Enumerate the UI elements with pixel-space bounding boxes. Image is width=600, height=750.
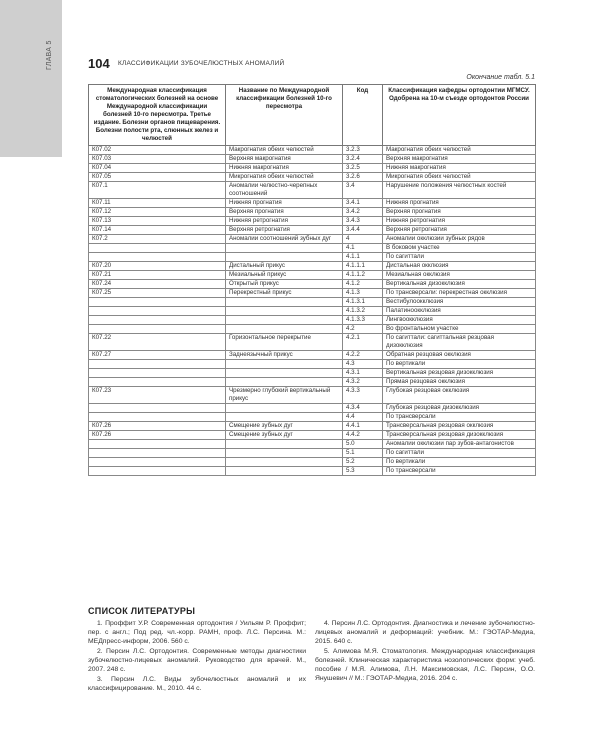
- cell-icd-code: К07.22: [89, 334, 226, 351]
- table-row: [89, 422, 536, 431]
- cell-classification: Во фронтальном участке: [383, 325, 536, 334]
- reference-item: 3. Персин Л.С. Виды зубочелюстных аномалий и их классифицирование. М., 2010. 44 с.: [88, 676, 306, 692]
- cell-icd-name: Микрогнатия обеих челюстей: [226, 173, 343, 182]
- cell-icd-code: [89, 369, 226, 378]
- cell-code: 4.2: [343, 325, 383, 334]
- cell-icd-code: К07.25: [89, 289, 226, 298]
- table-row: [89, 316, 536, 325]
- cell-icd-code: К07.20: [89, 262, 226, 271]
- table-row: [89, 208, 536, 217]
- cell-code: 4.1.3.1: [343, 298, 383, 307]
- cell-classification: По трансверсали: [383, 467, 536, 476]
- cell-icd-name: Нижняя ретрогнатия: [226, 217, 343, 226]
- cell-code: 3.2.6: [343, 173, 383, 182]
- table-row: [89, 217, 536, 226]
- cell-icd-name: Аномалии соотношений зубных дуг: [226, 235, 343, 244]
- reference-item: 4. Персин Л.С. Ортодонтия. Диагностика и лечение зубочелюстно-лицевых аномалий и деформаций: учебник. М.: ГЭОТАР-Медиа, 2015. 640 с.: [315, 620, 535, 645]
- cell-icd-name: [226, 458, 343, 467]
- cell-code: 5.3: [343, 467, 383, 476]
- cell-icd-code: К07.24: [89, 280, 226, 289]
- table-row: [89, 378, 536, 387]
- page-number: 104: [88, 56, 110, 71]
- cell-icd-name: [226, 307, 343, 316]
- cell-code: 4.1.3.3: [343, 316, 383, 325]
- cell-classification: Палатиноокклюзия: [383, 307, 536, 316]
- table-row: [89, 146, 536, 155]
- cell-icd-code: К07.12: [89, 208, 226, 217]
- cell-icd-code: К07.21: [89, 271, 226, 280]
- cell-icd-name: Мезиальный прикус: [226, 271, 343, 280]
- cell-code: 3.4.3: [343, 217, 383, 226]
- cell-icd-name: Верхняя ретрогнатия: [226, 226, 343, 235]
- cell-icd-name: Смещение зубных дуг: [226, 422, 343, 431]
- cell-code: 3.4: [343, 182, 383, 199]
- table-row: [89, 360, 536, 369]
- cell-classification: По вертикали: [383, 360, 536, 369]
- cell-code: 4.1.1: [343, 253, 383, 262]
- cell-icd-code: К07.05: [89, 173, 226, 182]
- cell-icd-code: [89, 298, 226, 307]
- cell-icd-code: К07.04: [89, 164, 226, 173]
- cell-code: 5.1: [343, 449, 383, 458]
- cell-icd-name: [226, 325, 343, 334]
- table-row: [89, 244, 536, 253]
- cell-classification: Верхняя макрогнатия: [383, 155, 536, 164]
- cell-classification: Аномалии окклюзии зубных рядов: [383, 235, 536, 244]
- references-column-right: [315, 619, 535, 684]
- cell-icd-code: К07.26: [89, 422, 226, 431]
- cell-icd-code: К07.26: [89, 431, 226, 440]
- cell-icd-code: [89, 404, 226, 413]
- cell-classification: В боковом участке: [383, 244, 536, 253]
- cell-code: 4.1.2: [343, 280, 383, 289]
- table-row: [89, 307, 536, 316]
- cell-icd-code: К07.11: [89, 199, 226, 208]
- cell-classification: Глубокая резцовая дизокклюзия: [383, 404, 536, 413]
- cell-classification: Трансверсальная резцовая окклюзия: [383, 422, 536, 431]
- cell-code: 4.2.2: [343, 351, 383, 360]
- references-title: СПИСОК ЛИТЕРАТУРЫ: [88, 606, 196, 616]
- table-row: [89, 413, 536, 422]
- cell-classification: Лингвоокклюзия: [383, 316, 536, 325]
- cell-code: 4.3.4: [343, 404, 383, 413]
- table-row: [89, 280, 536, 289]
- references-column-left: [88, 619, 306, 694]
- cell-icd-name: [226, 360, 343, 369]
- cell-icd-name: Горизонтальное перекрытие: [226, 334, 343, 351]
- cell-code: 4.3.2: [343, 378, 383, 387]
- cell-code: 4.4: [343, 413, 383, 422]
- reference-item: 5. Алимова М.Я. Стоматология. Международная классификация болезней. Клиническая характеристика нозологических форм: учеб. пособие / М.Я. Алимова, Л.Н. Максимовская, Л.С. Персин, О.О. Янушевич // М.: ГЭОТАР-Медиа, 2016. 204 с.: [315, 648, 535, 682]
- table-row: [89, 325, 536, 334]
- cell-code: 3.4.1: [343, 199, 383, 208]
- table-row: [89, 351, 536, 360]
- cell-code: 4.4.2: [343, 431, 383, 440]
- cell-classification: По трансверсали: [383, 413, 536, 422]
- cell-icd-name: [226, 440, 343, 449]
- table-row: [89, 431, 536, 440]
- cell-classification: По сагиттали: [383, 253, 536, 262]
- table-body: [89, 146, 536, 476]
- cell-code: 3.2.3: [343, 146, 383, 155]
- cell-icd-code: К07.03: [89, 155, 226, 164]
- table-row: [89, 253, 536, 262]
- table-row: [89, 458, 536, 467]
- cell-icd-name: [226, 316, 343, 325]
- table-continuation-label: Окончание табл. 5.1: [466, 74, 535, 81]
- cell-icd-name: [226, 413, 343, 422]
- table-row: [89, 440, 536, 449]
- cell-icd-name: Макрогнатия обеих челюстей: [226, 146, 343, 155]
- cell-classification: Верхняя ретрогнатия: [383, 226, 536, 235]
- cell-icd-name: Аномалии челюстно-черепных соотношений: [226, 182, 343, 199]
- cell-classification: По трансверсали: перекрестная окклюзия: [383, 289, 536, 298]
- table-header-row: [89, 85, 536, 146]
- cell-icd-name: Дистальный прикус: [226, 262, 343, 271]
- table-row: [89, 467, 536, 476]
- cell-icd-name: [226, 467, 343, 476]
- cell-icd-code: К07.13: [89, 217, 226, 226]
- table-row: [89, 271, 536, 280]
- cell-code: 4.3.1: [343, 369, 383, 378]
- header-mgmsu-classification: Классификация кафедры ортодонтии МГМСУ. Одобрена на 10-м съезде ортодонтов России: [383, 85, 536, 146]
- cell-icd-name: [226, 253, 343, 262]
- cell-code: 4.4.1: [343, 422, 383, 431]
- cell-classification: По сагиттали: сагиттальная резцовая дизокклюзия: [383, 334, 536, 351]
- cell-classification: Микрогнатия обеих челюстей: [383, 173, 536, 182]
- cell-icd-code: К07.23: [89, 387, 226, 404]
- cell-icd-code: [89, 378, 226, 387]
- cell-icd-code: [89, 449, 226, 458]
- cell-classification: Вестибулоокклюзия: [383, 298, 536, 307]
- cell-icd-name: Нижняя макрогнатия: [226, 164, 343, 173]
- cell-icd-code: [89, 316, 226, 325]
- cell-code: 3.4.2: [343, 208, 383, 217]
- cell-icd-name: [226, 449, 343, 458]
- cell-icd-code: [89, 440, 226, 449]
- table-row: [89, 298, 536, 307]
- cell-icd-code: К07.14: [89, 226, 226, 235]
- header-icd-name: Название по Международной классификации болезней 10-го пересмотра: [226, 85, 343, 146]
- cell-classification: Глубокая резцовая окклюзия: [383, 387, 536, 404]
- cell-icd-code: К07.02: [89, 146, 226, 155]
- chapter-side-label: ГЛАВА 5: [46, 40, 53, 70]
- cell-classification: Дистальная окклюзия: [383, 262, 536, 271]
- cell-icd-code: К07.1: [89, 182, 226, 199]
- cell-icd-name: [226, 404, 343, 413]
- cell-classification: Нарушение положения челюстных костей: [383, 182, 536, 199]
- cell-classification: Нижняя ретрогнатия: [383, 217, 536, 226]
- cell-icd-name: Заднеязычный прикус: [226, 351, 343, 360]
- table-row: [89, 173, 536, 182]
- cell-classification: Обратная резцовая окклюзия: [383, 351, 536, 360]
- reference-item: 2. Персин Л.С. Ортодонтия. Современные методы диагностики зубочелюстно-лицевых аномалий. Руководство для врачей. М., 2007. 248 с.: [88, 648, 306, 673]
- cell-classification: Макрогнатия обеих челюстей: [383, 146, 536, 155]
- cell-classification: Верхняя прогнатия: [383, 208, 536, 217]
- cell-classification: Трансверсальная резцовая дизокклюзия: [383, 431, 536, 440]
- cell-code: 4.1.3: [343, 289, 383, 298]
- cell-code: 4.1.1.1: [343, 262, 383, 271]
- cell-icd-code: [89, 244, 226, 253]
- table-row: [89, 387, 536, 404]
- cell-classification: Мезиальная окклюзия: [383, 271, 536, 280]
- cell-icd-name: [226, 378, 343, 387]
- cell-code: 4: [343, 235, 383, 244]
- cell-icd-code: [89, 458, 226, 467]
- cell-icd-code: [89, 253, 226, 262]
- table-row: [89, 155, 536, 164]
- cell-classification: Нижняя прогнатия: [383, 199, 536, 208]
- running-head: КЛАССИФИКАЦИИ ЗУБОЧЕЛЮСТНЫХ АНОМАЛИЙ: [118, 60, 285, 67]
- cell-code: 4.1.3.2: [343, 307, 383, 316]
- cell-icd-code: [89, 307, 226, 316]
- cell-classification: По вертикали: [383, 458, 536, 467]
- chapter-side-tab: [0, 0, 62, 157]
- table-row: [89, 449, 536, 458]
- cell-classification: Прямая резцовая окклюзия: [383, 378, 536, 387]
- cell-code: 4.1: [343, 244, 383, 253]
- cell-icd-code: [89, 325, 226, 334]
- cell-icd-code: К07.27: [89, 351, 226, 360]
- cell-icd-name: Перекрестный прикус: [226, 289, 343, 298]
- table-row: [89, 289, 536, 298]
- cell-icd-code: [89, 360, 226, 369]
- cell-icd-code: К07.2: [89, 235, 226, 244]
- cell-classification: Аномалии окклюзии пар зубов-антагонистов: [383, 440, 536, 449]
- cell-code: 3.2.4: [343, 155, 383, 164]
- reference-item: 1. Проффит У.Р. Современная ортодонтия / Уильям Р. Проффит; пер. с англ.; Под ред. чл.-корр. РАМН, проф. Л.С. Персина. М.: МЕДпресс-информ, 2006. 560 с.: [88, 620, 306, 645]
- table-row: [89, 199, 536, 208]
- cell-icd-name: Нижняя прогнатия: [226, 199, 343, 208]
- cell-code: 4.2.1: [343, 334, 383, 351]
- table-row: [89, 226, 536, 235]
- cell-classification: Вертикальная резцовая дизокклюзия: [383, 369, 536, 378]
- cell-code: 5.2: [343, 458, 383, 467]
- cell-classification: По сагиттали: [383, 449, 536, 458]
- cell-code: 3.2.5: [343, 164, 383, 173]
- cell-icd-name: [226, 244, 343, 253]
- header-code: Код: [343, 85, 383, 146]
- table-row: [89, 182, 536, 199]
- cell-icd-name: Смещение зубных дуг: [226, 431, 343, 440]
- table-row: [89, 164, 536, 173]
- cell-icd-name: [226, 369, 343, 378]
- cell-icd-name: Открытый прикус: [226, 280, 343, 289]
- cell-code: 4.1.1.2: [343, 271, 383, 280]
- cell-code: 5.0: [343, 440, 383, 449]
- cell-icd-code: [89, 413, 226, 422]
- cell-classification: Нижняя макрогнатия: [383, 164, 536, 173]
- table-row: [89, 334, 536, 351]
- cell-classification: Вертикальная дизокклюзия: [383, 280, 536, 289]
- classification-table-container: [88, 84, 535, 476]
- table-row: [89, 404, 536, 413]
- cell-icd-name: Чрезмерно глубокий вертикальный прикус: [226, 387, 343, 404]
- table-row: [89, 235, 536, 244]
- cell-icd-code: [89, 467, 226, 476]
- cell-icd-name: [226, 298, 343, 307]
- cell-icd-name: Верхняя прогнатия: [226, 208, 343, 217]
- cell-code: 4.3.3: [343, 387, 383, 404]
- table-row: [89, 369, 536, 378]
- classification-table: [88, 84, 536, 476]
- cell-icd-name: Верхняя макрогнатия: [226, 155, 343, 164]
- table-row: [89, 262, 536, 271]
- cell-code: 4.3: [343, 360, 383, 369]
- header-icd-stomatology: Международная классификация стоматологических болезней на основе Международной классификации болезней 10-го пересмотра. Третье издание. Болезни органов пищеварения. Болезни полости рта, слюнных желез и челюстей: [89, 85, 226, 146]
- cell-code: 3.4.4: [343, 226, 383, 235]
